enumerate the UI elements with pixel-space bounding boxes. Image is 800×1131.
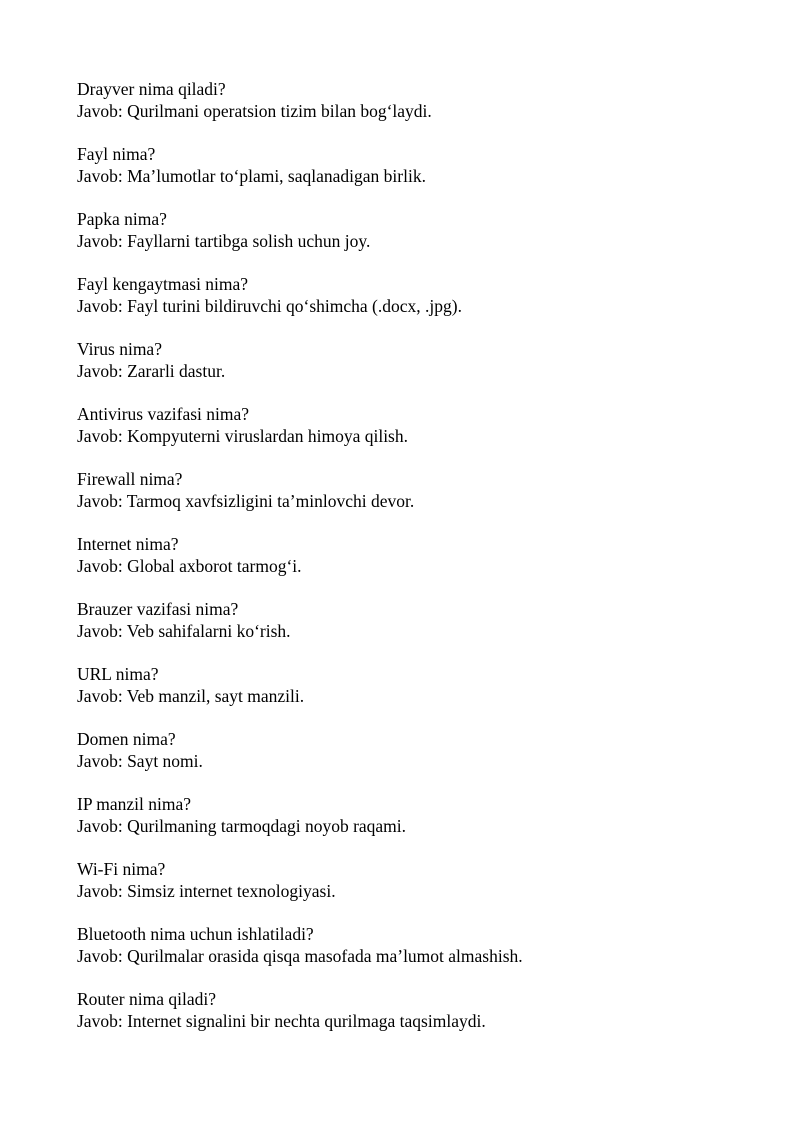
answer-text: Javob: Qurilmalar orasida qisqa masofada ma’lumot almashish.: [77, 946, 523, 966]
answer-text: Javob: Tarmoq xavfsizligini ta’minlovchi devor.: [77, 491, 415, 511]
question-text: Firewall nima?: [77, 469, 183, 489]
qa-item-firewall: [77, 468, 757, 512]
question-text: URL nima?: [77, 664, 159, 684]
answer-text: Javob: Internet signalini bir nechta qurilmaga taqsimlaydi.: [77, 1011, 486, 1031]
question-text: Papka nima?: [77, 209, 167, 229]
qa-item-wifi: [77, 858, 757, 902]
qa-item-ip-address: [77, 793, 757, 837]
qa-item-domain: [77, 728, 757, 772]
qa-item-bluetooth: [77, 923, 757, 967]
question-text: IP manzil nima?: [77, 794, 192, 814]
answer-text: Javob: Simsiz internet texnologiyasi.: [77, 881, 336, 901]
qa-item-file: [77, 143, 757, 187]
answer-text: Javob: Global axborot tarmog‘i.: [77, 556, 302, 576]
question-text: Antivirus vazifasi nima?: [77, 404, 250, 424]
qa-item-internet: [77, 533, 757, 577]
question-text: Brauzer vazifasi nima?: [77, 599, 239, 619]
qa-item-browser: [77, 598, 757, 642]
question-text: Fayl nima?: [77, 144, 156, 164]
qa-item-virus: [77, 338, 757, 382]
qa-item-url: [77, 663, 757, 707]
question-text: Bluetooth nima uchun ishlatiladi?: [77, 924, 314, 944]
answer-text: Javob: Zararli dastur.: [77, 361, 226, 381]
answer-text: Javob: Veb manzil, sayt manzili.: [77, 686, 305, 706]
question-text: Domen nima?: [77, 729, 176, 749]
qa-item-driver: [77, 78, 757, 122]
qa-item-folder: [77, 208, 757, 252]
question-text: Fayl kengaytmasi nima?: [77, 274, 249, 294]
question-text: Virus nima?: [77, 339, 162, 359]
question-text: Router nima qiladi?: [77, 989, 216, 1009]
answer-text: Javob: Veb sahifalarni ko‘rish.: [77, 621, 291, 641]
question-text: Internet nima?: [77, 534, 179, 554]
answer-text: Javob: Sayt nomi.: [77, 751, 203, 771]
qa-item-router: [77, 988, 757, 1032]
answer-text: Javob: Fayl turini bildiruvchi qo‘shimcha (.docx, .jpg).: [77, 296, 462, 316]
qa-item-antivirus: [77, 403, 757, 447]
answer-text: Javob: Kompyuterni viruslardan himoya qilish.: [77, 426, 408, 446]
question-text: Drayver nima qiladi?: [77, 79, 226, 99]
answer-text: Javob: Qurilmani operatsion tizim bilan bog‘laydi.: [77, 101, 432, 121]
answer-text: Javob: Fayllarni tartibga solish uchun joy.: [77, 231, 371, 251]
answer-text: Javob: Ma’lumotlar to‘plami, saqlanadigan birlik.: [77, 166, 426, 186]
question-text: Wi-Fi nima?: [77, 859, 166, 879]
answer-text: Javob: Qurilmaning tarmoqdagi noyob raqami.: [77, 816, 407, 836]
document-page: [77, 78, 757, 1053]
qa-item-file-extension: [77, 273, 757, 317]
